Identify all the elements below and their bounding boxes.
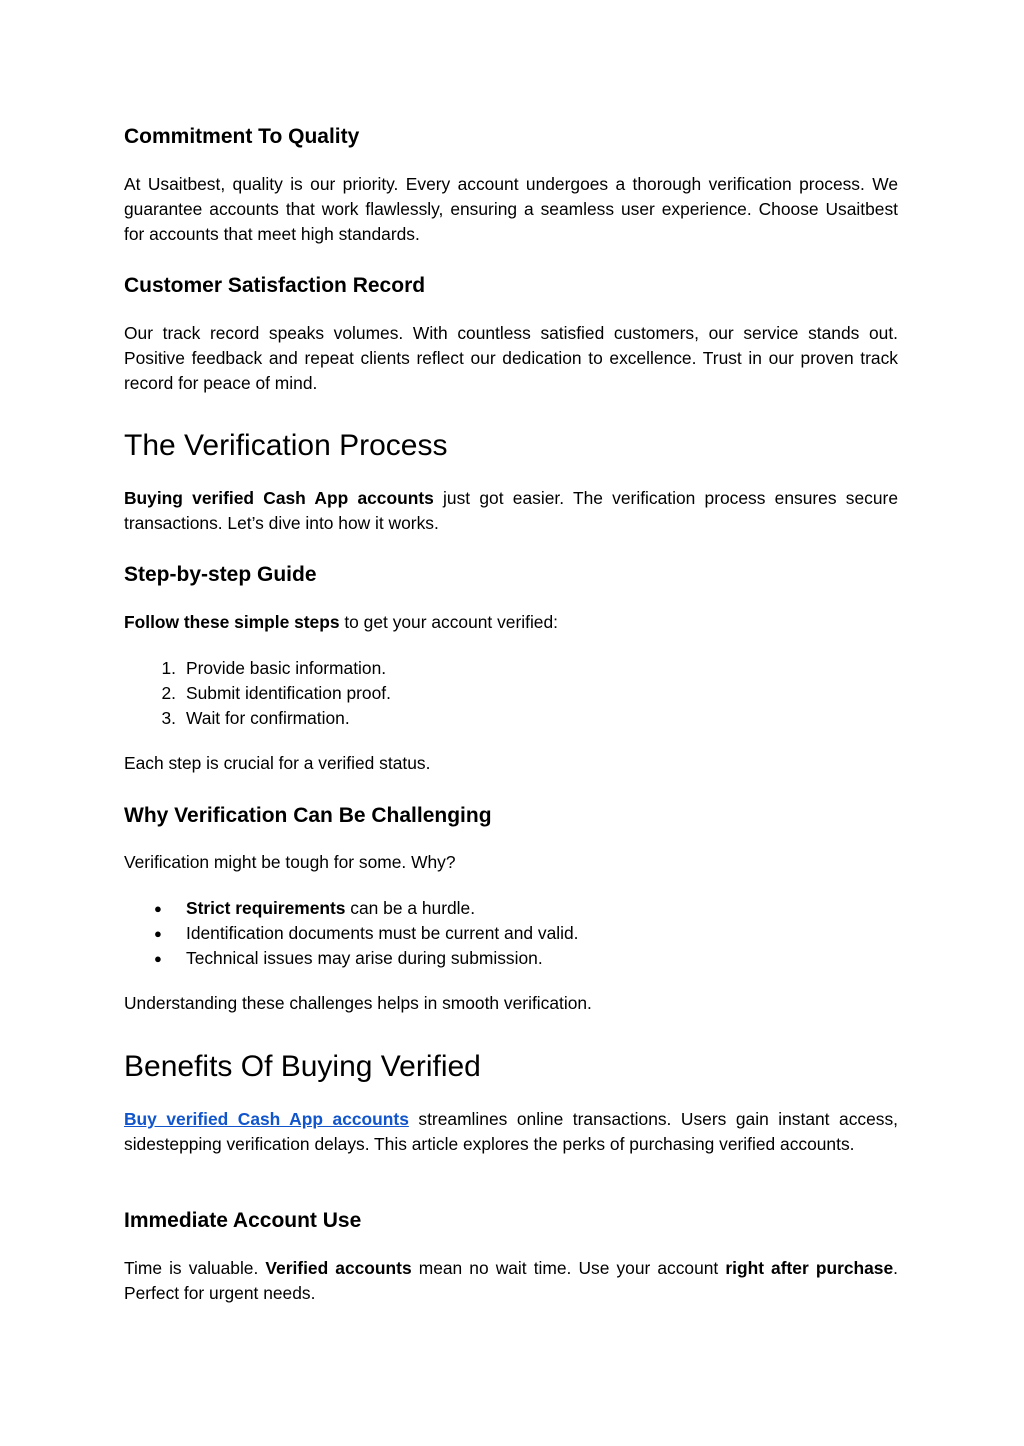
bold-text: Buying verified Cash App accounts <box>124 488 434 508</box>
text: Time is valuable. <box>124 1258 266 1278</box>
steps-list <box>124 656 898 731</box>
paragraph-challenges-intro: Verification might be tough for some. Why? <box>124 852 456 872</box>
list-item <box>124 656 898 681</box>
heading-benefits: Benefits Of Buying Verified <box>124 1050 481 1083</box>
paragraph-steps-outro: Each step is crucial for a verified status. <box>124 753 431 773</box>
list-item <box>124 706 898 731</box>
paragraph-benefits <box>124 1107 898 1157</box>
heading-immediate-use: Immediate Account Use <box>124 1209 362 1232</box>
list-number: 1. <box>161 658 176 678</box>
paragraph-satisfaction: Our track record speaks volumes. With countless satisfied customers, our service stands out. Positive feedback and repeat clients reflect our dedication to excellence. Trust in our proven track record for peace of mind. <box>124 323 898 393</box>
list-item <box>124 921 898 946</box>
text: streamlines online transactions. Users gain instant access, sidestepping verification delays. This article explores the perks of purchasing verified accounts. <box>124 1109 898 1154</box>
list-item <box>124 896 898 921</box>
list-text: Identification documents must be current and valid. <box>186 923 579 943</box>
paragraph-verification <box>124 486 898 536</box>
heading-step-by-step: Step-by-step Guide <box>124 563 317 586</box>
bold-text: Follow these simple steps <box>124 612 340 632</box>
text: to get your account verified: <box>339 612 558 632</box>
text: . Perfect for urgent needs. <box>124 1258 898 1303</box>
list-text: Technical issues may arise during submission. <box>186 948 543 968</box>
heading-customer-satisfaction: Customer Satisfaction Record <box>124 274 426 297</box>
bullet-icon: ● <box>154 901 162 916</box>
heading-why-challenging: Why Verification Can Be Challenging <box>124 804 492 827</box>
list-item <box>124 681 898 706</box>
list-text: Submit identification proof. <box>186 683 391 703</box>
list-text: Wait for confirmation. <box>186 708 350 728</box>
paragraph-immediate-use <box>124 1256 898 1306</box>
challenges-list <box>124 896 898 971</box>
paragraph-quality: At Usaitbest, quality is our priority. Every account undergoes a thorough verification process. We guarantee accounts that work flawlessly, ensuring a seamless user experience. Choose Usaitbest for accounts that meet high standards. <box>124 174 898 244</box>
bold-text: Verified accounts <box>265 1258 412 1278</box>
text: mean no wait time. Use your account <box>411 1258 726 1278</box>
bullet-icon: ● <box>154 951 162 966</box>
list-number: 2. <box>161 683 176 703</box>
text: just got easier. The verification process ensures secure transactions. Let’s dive into how it works. <box>124 488 898 533</box>
list-number: 3. <box>161 708 176 728</box>
list-text: can be a hurdle. <box>345 898 476 918</box>
bold-text: right after purchase <box>725 1258 894 1278</box>
heading-verification-process: The Verification Process <box>124 429 448 462</box>
list-text: Provide basic information. <box>186 658 387 678</box>
paragraph-steps-intro <box>124 610 898 635</box>
list-item <box>124 946 898 971</box>
bullet-icon: ● <box>154 926 162 941</box>
paragraph-challenges-outro: Understanding these challenges helps in smooth verification. <box>124 993 592 1013</box>
buy-verified-link[interactable]: Buy verified Cash App accounts <box>124 1109 409 1129</box>
heading-commitment-to-quality: Commitment To Quality <box>124 125 360 148</box>
bold-text: Strict requirements <box>186 898 346 918</box>
